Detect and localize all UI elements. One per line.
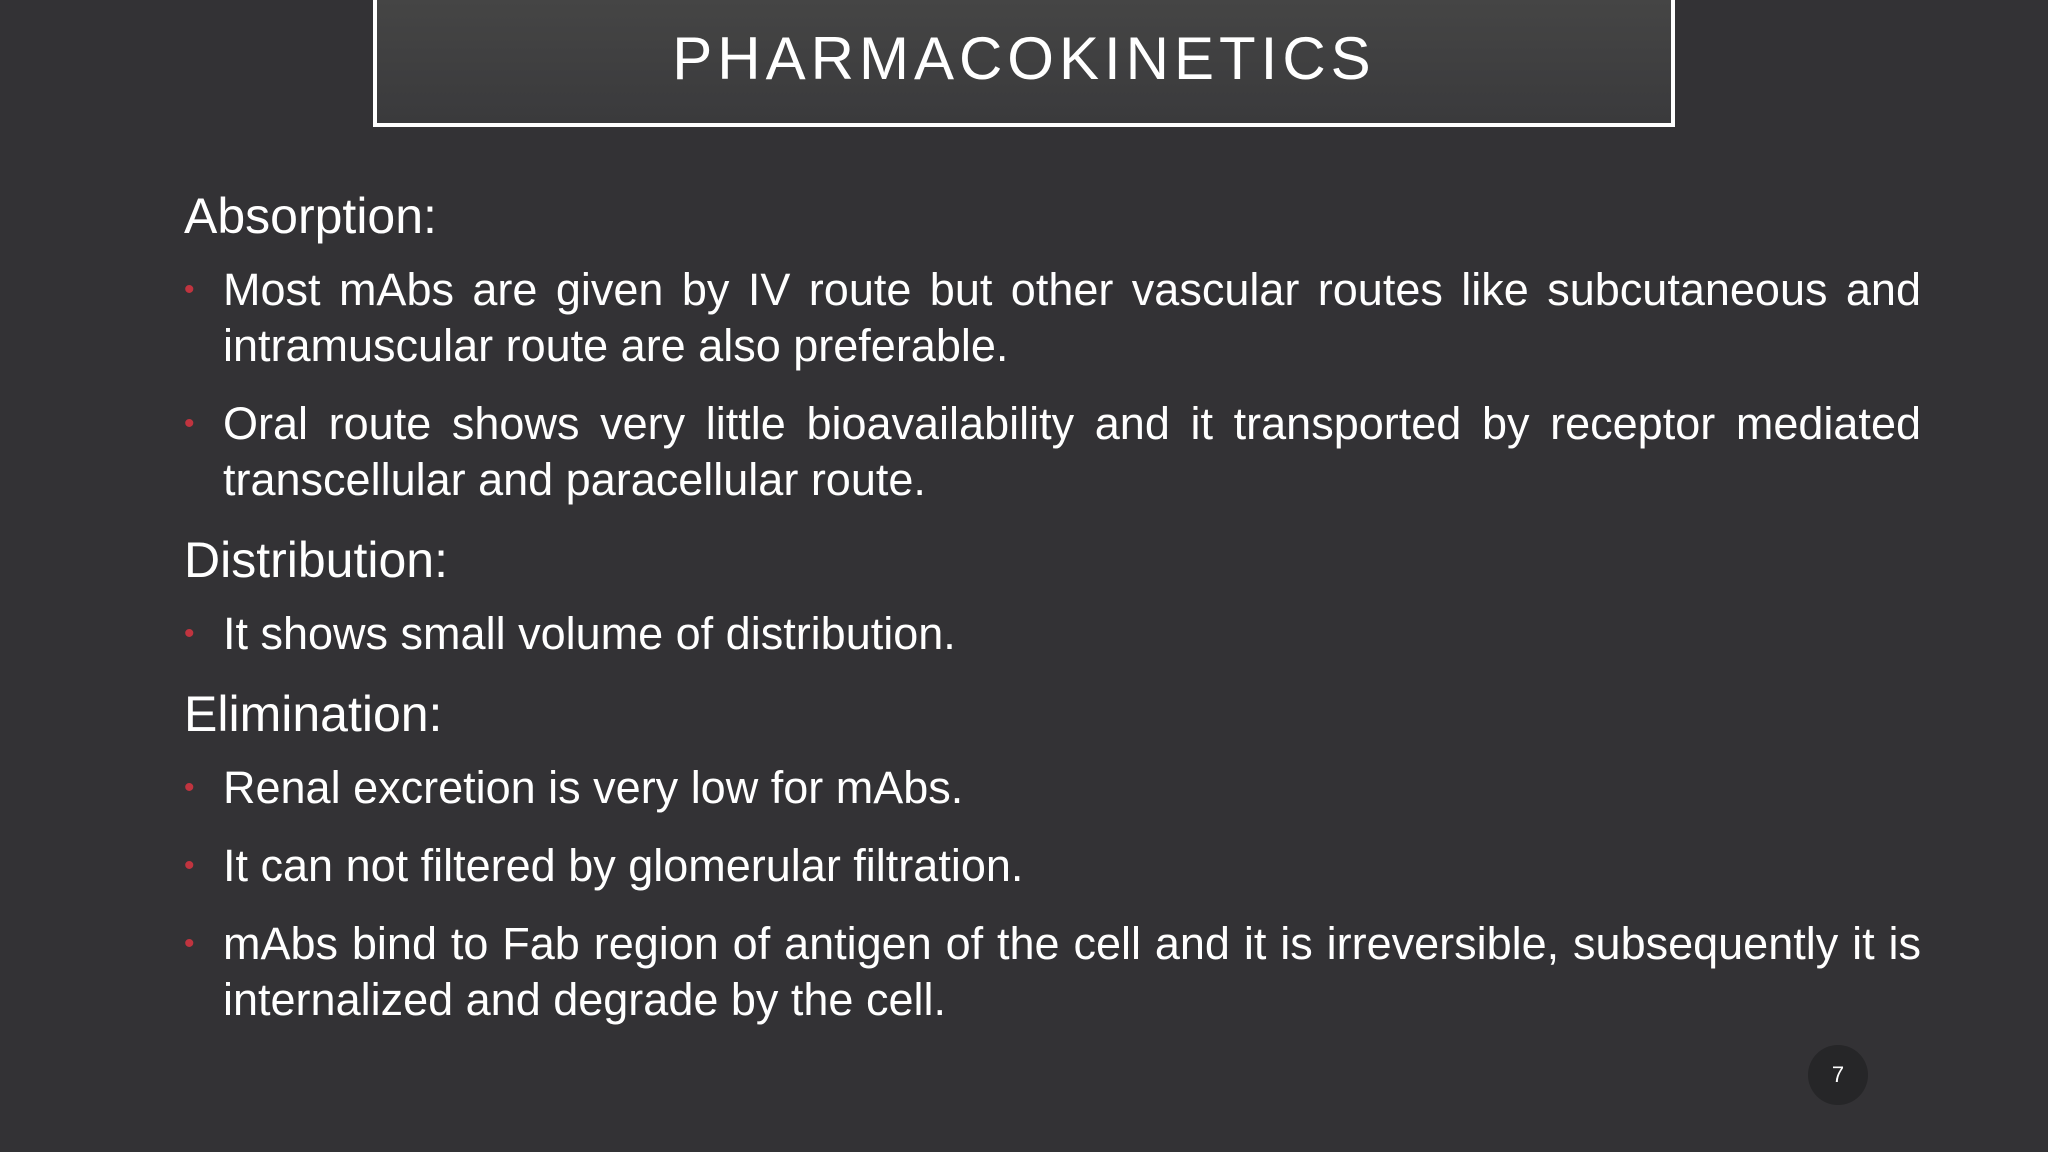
bullet-text: It shows small volume of distribution. (223, 608, 956, 659)
bullet-item (184, 262, 1921, 374)
section-heading: Elimination: (184, 686, 443, 742)
section-heading: Absorption: (184, 188, 437, 244)
bullet-list (184, 262, 1921, 508)
bullet-item (184, 916, 1921, 1028)
bullet-text: Most mAbs are given by IV route but other vascular routes like subcutaneous and intramuscular route are also preferable. (223, 264, 1921, 371)
bullet-dot-icon: • (184, 927, 195, 960)
bullet-text: mAbs bind to Fab region of antigen of the cell and it is irreversible, subsequently it is internalized and degrade by the cell. (223, 918, 1921, 1025)
bullet-text: It can not filtered by glomerular filtration. (223, 840, 1024, 891)
slide-title: PHARMACOKINETICS (672, 25, 1376, 92)
bullet-dot-icon: • (184, 273, 195, 306)
slide-content (184, 186, 1921, 1050)
bullet-dot-icon: • (184, 849, 195, 882)
page-number: 7 (1808, 1045, 1868, 1105)
section-absorption (184, 186, 1921, 508)
bullet-dot-icon: • (184, 407, 195, 440)
bullet-dot-icon: • (184, 617, 195, 650)
bullet-list (184, 760, 1921, 1028)
bullet-item (184, 396, 1921, 508)
bullet-dot-icon: • (184, 771, 195, 804)
bullet-item (184, 606, 1921, 662)
title-box (373, 0, 1675, 127)
bullet-list (184, 606, 1921, 662)
bullet-item (184, 760, 1921, 816)
bullet-text: Renal excretion is very low for mAbs. (223, 762, 964, 813)
section-elimination (184, 684, 1921, 1028)
bullet-text: Oral route shows very little bioavailability and it transported by receptor mediated transcellular and paracellular route. (223, 398, 1921, 505)
bullet-item (184, 838, 1921, 894)
section-distribution (184, 530, 1921, 662)
section-heading: Distribution: (184, 532, 448, 588)
